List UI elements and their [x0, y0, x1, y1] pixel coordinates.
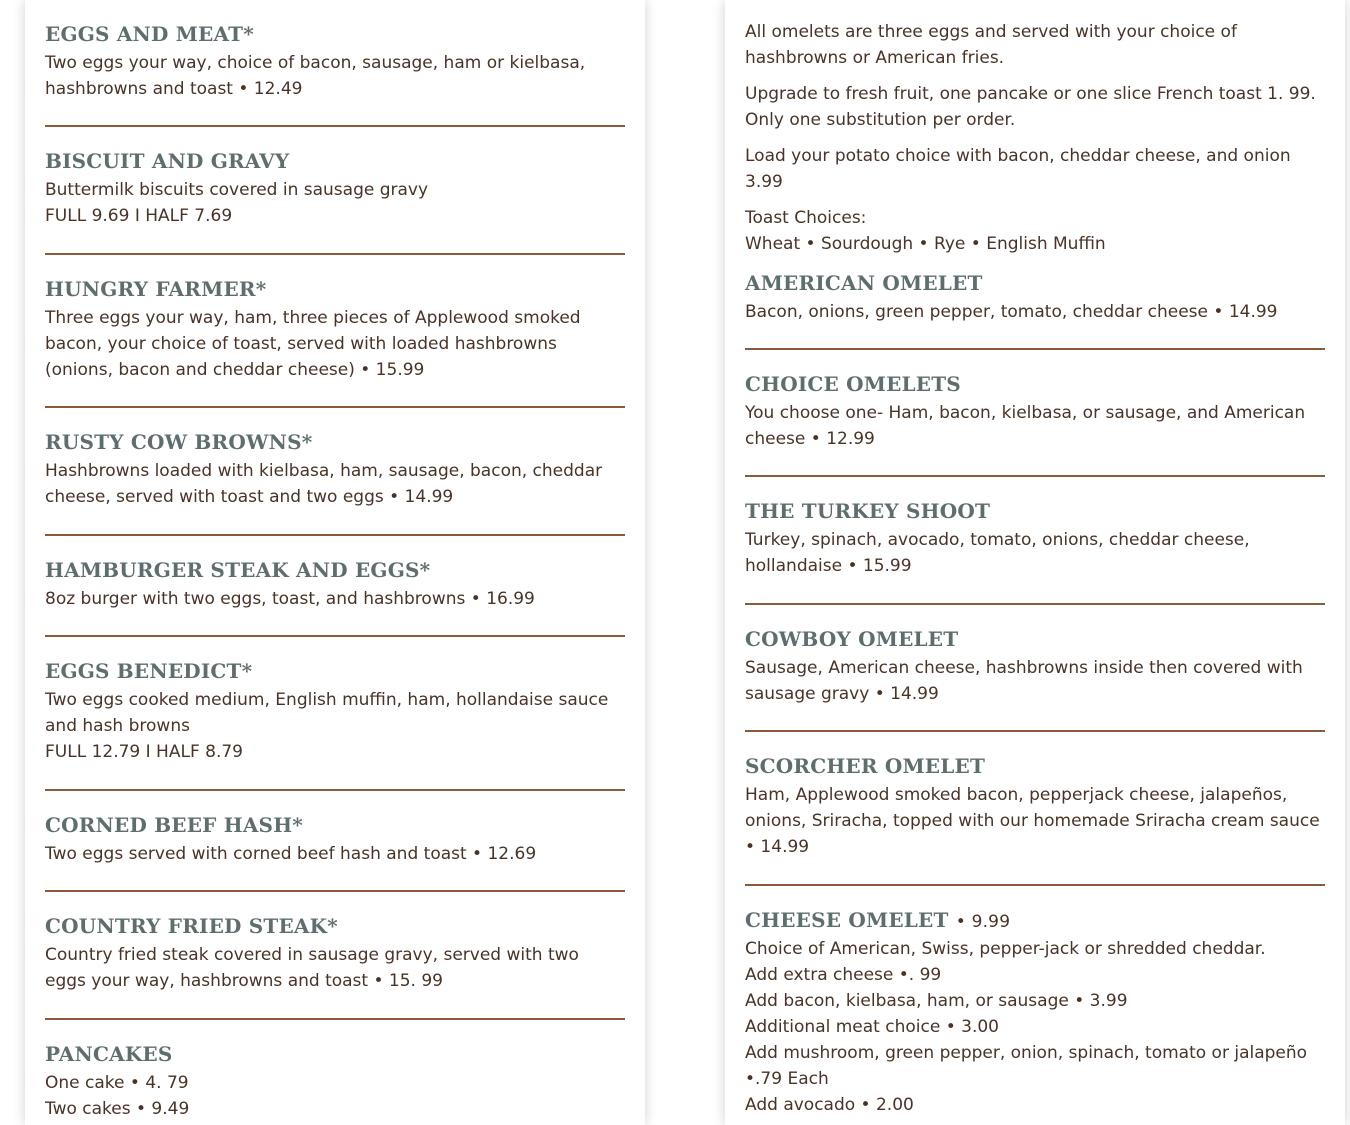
- menu-item-desc: Sausage, American cheese, hashbrowns inside then covered with sausage gravy • 14.99: [745, 658, 1303, 704]
- menu-item-pancakes: [45, 1040, 625, 1122]
- menu-item-biscuit-and-gravy: [45, 147, 625, 229]
- divider: [745, 884, 1325, 886]
- divider: [45, 406, 625, 408]
- omelet-intro: [745, 19, 1325, 257]
- menu-item-title: COWBOY OMELET: [745, 627, 959, 651]
- menu-item-title: AMERICAN OMELET: [745, 271, 983, 295]
- divider: [45, 1018, 625, 1020]
- menu-item-price: • 9.99: [955, 912, 1011, 932]
- menu-item-cowboy-omelet: [745, 625, 1325, 707]
- toast-choices-label: Toast Choices:: [745, 208, 867, 228]
- menu-item-desc: You choose one- Ham, bacon, kielbasa, or sausage, and American cheese • 12.99: [745, 403, 1306, 449]
- menu-item-title: [745, 906, 1325, 936]
- menu-item-desc: 8oz burger with two eggs, toast, and hashbrowns • 16.99: [45, 589, 535, 609]
- menu-item-price: FULL 9.69 I HALF 7.69: [45, 206, 233, 226]
- menu-item-addon: Add avocado • 2.00: [745, 1095, 914, 1115]
- intro-text: Load your potato choice with bacon, cheddar cheese, and onion 3.99: [745, 146, 1291, 192]
- menu-item-title: COUNTRY FRIED STEAK*: [45, 914, 338, 938]
- divider: [45, 125, 625, 127]
- intro-text: Upgrade to fresh fruit, one pancake or one slice French toast 1. 99. Only one substitution per order.: [745, 84, 1316, 130]
- toast-choices-list: Wheat • Sourdough • Rye • English Muffin: [745, 234, 1106, 254]
- menu-item-addon: Add mushroom, green pepper, onion, spinach, tomato or jalapeño •.79 Each: [745, 1043, 1308, 1089]
- menu-item-title: PANCAKES: [45, 1042, 173, 1066]
- divider: [45, 534, 625, 536]
- menu-item-line: Two cakes • 9.49: [45, 1099, 190, 1119]
- menu-item-title: CHOICE OMELETS: [745, 372, 961, 396]
- menu-item-hamburger-steak: [45, 556, 625, 612]
- menu-item-title: CORNED BEEF HASH*: [45, 813, 303, 837]
- menu-item-cheese-omelet: [745, 906, 1325, 1118]
- menu-item-rusty-cow-browns: [45, 428, 625, 510]
- menu-item-title: RUSTY COW BROWNS*: [45, 430, 313, 454]
- menu-item-desc: Two eggs cooked medium, English muffin, ham, hollandaise sauce and hash browns: [45, 690, 609, 736]
- menu-column-right: [725, 0, 1345, 1125]
- menu-item-desc: Hashbrowns loaded with kielbasa, ham, sausage, bacon, cheddar cheese, served with toast and two eggs • 14.99: [45, 461, 603, 507]
- menu-item-price: FULL 12.79 I HALF 8.79: [45, 742, 243, 762]
- menu-item-title: EGGS AND MEAT*: [45, 22, 254, 46]
- menu-item-eggs-benedict: [45, 657, 625, 765]
- menu-item-addon: Add bacon, kielbasa, ham, or sausage • 3.99: [745, 991, 1128, 1011]
- menu-item-title: SCORCHER OMELET: [745, 754, 986, 778]
- menu-item-desc: Bacon, onions, green pepper, tomato, cheddar cheese • 14.99: [745, 302, 1278, 322]
- menu-item-scorcher-omelet: [745, 752, 1325, 860]
- menu-item-title: THE TURKEY SHOOT: [745, 499, 991, 523]
- divider: [45, 253, 625, 255]
- divider: [45, 890, 625, 892]
- menu-item-desc: Two eggs your way, choice of bacon, sausage, ham or kielbasa, hashbrowns and toast • 12.49: [45, 53, 586, 99]
- menu-item-desc: Ham, Applewood smoked bacon, pepperjack cheese, jalapeños, onions, Sriracha, topped with our homemade Sriracha cream sauce • 14.99: [745, 785, 1320, 857]
- menu-item-desc: Choice of American, Swiss, pepper-jack or shredded cheddar.: [745, 939, 1266, 959]
- divider: [745, 730, 1325, 732]
- menu-item-addon: Additional meat choice • 3.00: [745, 1017, 999, 1037]
- menu-item-desc: Three eggs your way, ham, three pieces of Applewood smoked bacon, your choice of toast, served with loaded hashbrowns (onions, bacon and cheddar cheese) • 15.99: [45, 308, 581, 380]
- menu-item-corned-beef-hash: [45, 811, 625, 867]
- menu-item-desc: Country fried steak covered in sausage gravy, served with two eggs your way, hashbrowns and toast • 15. 99: [45, 945, 579, 991]
- menu-item-title-text: CHEESE OMELET: [745, 908, 949, 932]
- menu-item-title: BISCUIT AND GRAVY: [45, 149, 290, 173]
- divider: [45, 635, 625, 637]
- intro-text: All omelets are three eggs and served with your choice of hashbrowns or American fries.: [745, 22, 1237, 68]
- menu-item-eggs-and-meat: [45, 20, 625, 102]
- menu-item-addon: Add extra cheese •. 99: [745, 965, 942, 985]
- divider: [745, 475, 1325, 477]
- menu-item-desc: Buttermilk biscuits covered in sausage gravy: [45, 180, 429, 200]
- menu-item-hungry-farmer: [45, 275, 625, 383]
- menu-item-turkey-shoot: [745, 497, 1325, 579]
- menu-column-left: [25, 0, 645, 1125]
- menu-item-desc: Turkey, spinach, avocado, tomato, onions, cheddar cheese, hollandaise • 15.99: [745, 530, 1250, 576]
- menu-item-title: HUNGRY FARMER*: [45, 277, 267, 301]
- menu-item-title: HAMBURGER STEAK AND EGGS*: [45, 558, 431, 582]
- divider: [745, 348, 1325, 350]
- menu-item-choice-omelets: [745, 370, 1325, 452]
- menu-item-title: EGGS BENEDICT*: [45, 659, 253, 683]
- divider: [45, 789, 625, 791]
- menu-item-country-fried-steak: [45, 912, 625, 994]
- divider: [745, 603, 1325, 605]
- menu-item-line: One cake • 4. 79: [45, 1073, 189, 1093]
- menu-item-american-omelet: [745, 269, 1325, 325]
- menu-item-desc: Two eggs served with corned beef hash and toast • 12.69: [45, 844, 537, 864]
